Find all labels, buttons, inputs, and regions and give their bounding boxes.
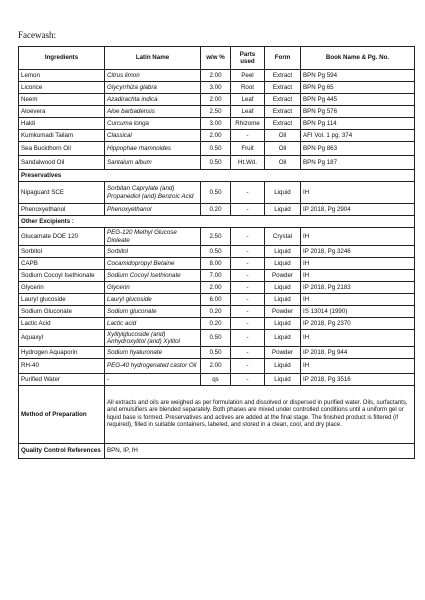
cell-ww-percent: 0.50: [201, 347, 231, 359]
cell-parts-used: Root: [231, 82, 265, 94]
table-row: [19, 306, 415, 318]
method-label: Method of Preparation: [19, 386, 105, 444]
cell-latin-name: Sodium Cocoyl Isethionate: [105, 270, 201, 282]
cell-form: Liquid: [265, 330, 301, 347]
cell-ingredient: Nipaguard SCE: [19, 182, 105, 204]
cell-form: Liquid: [265, 359, 301, 374]
table-row: [19, 130, 415, 142]
section-row-preservatives: [19, 170, 415, 182]
cell-form: Liquid: [265, 258, 301, 270]
cell-latin-name: -: [105, 374, 201, 386]
cell-ww-percent: 2.00: [201, 359, 231, 374]
header-form: Form: [265, 47, 301, 70]
cell-ingredient: Aquaxyl: [19, 330, 105, 347]
table-row: [19, 182, 415, 204]
cell-book-name: BPN Pg 594: [301, 70, 415, 82]
header-row: [19, 47, 415, 70]
cell-parts-used: -: [231, 228, 265, 246]
header-ww-percent: w/w %: [201, 47, 231, 70]
cell-parts-used: -: [231, 294, 265, 306]
cell-parts-used: -: [231, 204, 265, 216]
cell-parts-used: -: [231, 270, 265, 282]
cell-ingredient: Sodium Cocoyl Isethionate: [19, 270, 105, 282]
cell-parts-used: -: [231, 347, 265, 359]
cell-form: Powder: [265, 270, 301, 282]
cell-latin-name: Sodium gluconate: [105, 306, 201, 318]
cell-book-name: IH: [301, 330, 415, 347]
cell-latin-name: Classical: [105, 130, 201, 142]
cell-book-name: IP 2018, Pg 3516: [301, 374, 415, 386]
cell-ww-percent: 3.00: [201, 82, 231, 94]
section-row-excipients: [19, 216, 415, 228]
cell-latin-name: Aloe barbadensis: [105, 106, 201, 118]
cell-latin-name: Glycyrrhiza glabra: [105, 82, 201, 94]
cell-ingredient: Haldi: [19, 118, 105, 130]
table-row: [19, 359, 415, 374]
cell-ww-percent: 0.20: [201, 318, 231, 330]
cell-form: Powder: [265, 347, 301, 359]
table-row: [19, 82, 415, 94]
table-row: [19, 94, 415, 106]
cell-ww-percent: 7.00: [201, 270, 231, 282]
table-row: [19, 270, 415, 282]
cell-book-name: BPN Pg 65: [301, 82, 415, 94]
table-row: [19, 258, 415, 270]
header-ingredients: Ingredients: [19, 47, 105, 70]
cell-book-name: AFI Vol. 1 pg. 374: [301, 130, 415, 142]
cell-book-name: IH: [301, 270, 415, 282]
table-row: [19, 282, 415, 294]
header-parts-used: Parts used: [231, 47, 265, 70]
cell-latin-name: Xylitylglucoside (and) Anhydroxylitol (and) Xylitol: [105, 330, 201, 347]
cell-ingredient: Lemon: [19, 70, 105, 82]
cell-form: Crystal: [265, 228, 301, 246]
table-row: [19, 294, 415, 306]
table-row: [19, 318, 415, 330]
cell-latin-name: Glycerin: [105, 282, 201, 294]
cell-ingredient: Sorbitol: [19, 246, 105, 258]
table-row: [19, 106, 415, 118]
cell-latin-name: PEG-120 Methyl Glucose Dioleate: [105, 228, 201, 246]
cell-latin-name: Hippophae rhamnoides: [105, 142, 201, 156]
cell-book-name: BPN Pg 187: [301, 156, 415, 170]
cell-form: Liquid: [265, 204, 301, 216]
cell-book-name: IP 2018, Pg 944: [301, 347, 415, 359]
cell-ww-percent: 0.50: [201, 330, 231, 347]
cell-book-name: IP 2018, Pg 3246: [301, 246, 415, 258]
cell-ingredient: Purified Water: [19, 374, 105, 386]
cell-ww-percent: 2.50: [201, 106, 231, 118]
cell-form: Liquid: [265, 374, 301, 386]
cell-book-name: IS 13014 (1990): [301, 306, 415, 318]
cell-ww-percent: 0.50: [201, 142, 231, 156]
cell-form: Oil: [265, 130, 301, 142]
cell-form: Liquid: [265, 282, 301, 294]
qc-value: BPN, IP, IH: [105, 444, 415, 459]
cell-ingredient: Lauryl glucoside: [19, 294, 105, 306]
cell-parts-used: Rhizome: [231, 118, 265, 130]
cell-book-name: BPN Pg 114: [301, 118, 415, 130]
cell-book-name: IH: [301, 359, 415, 374]
cell-parts-used: -: [231, 330, 265, 347]
cell-latin-name: Sodium hyaluronate: [105, 347, 201, 359]
cell-ingredient: RH-40: [19, 359, 105, 374]
cell-parts-used: -: [231, 374, 265, 386]
cell-latin-name: Sorbitan Caprylate (and) Propanediol (and) Benzoic Acid: [105, 182, 201, 204]
cell-parts-used: Leaf: [231, 94, 265, 106]
cell-ingredient: Aloevera: [19, 106, 105, 118]
cell-book-name: IH: [301, 182, 415, 204]
cell-ww-percent: 2.00: [201, 70, 231, 82]
cell-parts-used: -: [231, 258, 265, 270]
cell-ww-percent: 2.00: [201, 130, 231, 142]
cell-ingredient: Sodium Gluconate: [19, 306, 105, 318]
cell-ingredient: Sea Buckthorn Oil: [19, 142, 105, 156]
cell-parts-used: Ht.Wd.: [231, 156, 265, 170]
table-row: [19, 246, 415, 258]
cell-latin-name: Santalum album: [105, 156, 201, 170]
cell-ww-percent: 6.00: [201, 294, 231, 306]
page-title: Facewash:: [18, 30, 56, 40]
cell-form: Oil: [265, 156, 301, 170]
cell-parts-used: Leaf: [231, 106, 265, 118]
cell-book-name: BPN Pg 445: [301, 94, 415, 106]
cell-book-name: BPN Pg 576: [301, 106, 415, 118]
cell-ingredient: Glycerin: [19, 282, 105, 294]
cell-form: Liquid: [265, 246, 301, 258]
cell-book-name: IP 2018, Pg 2370: [301, 318, 415, 330]
table-row: [19, 347, 415, 359]
cell-ww-percent: 0.50: [201, 246, 231, 258]
cell-parts-used: -: [231, 130, 265, 142]
cell-parts-used: -: [231, 318, 265, 330]
cell-parts-used: -: [231, 282, 265, 294]
table-row: [19, 228, 415, 246]
cell-ingredient: Neem: [19, 94, 105, 106]
cell-ingredient: Licorice: [19, 82, 105, 94]
cell-parts-used: Peel: [231, 70, 265, 82]
header-book-name: Book Name & Pg. No.: [301, 47, 415, 70]
cell-form: Extract: [265, 106, 301, 118]
formulation-table: [18, 46, 415, 459]
cell-ww-percent: qs: [201, 374, 231, 386]
table-row: [19, 142, 415, 156]
cell-ingredient: Phenoxyethanol: [19, 204, 105, 216]
cell-form: Liquid: [265, 318, 301, 330]
cell-latin-name: Phenoxyethanol: [105, 204, 201, 216]
table-row: [19, 374, 415, 386]
cell-ingredient: CAPB: [19, 258, 105, 270]
cell-latin-name: Sorbitol: [105, 246, 201, 258]
cell-form: Extract: [265, 82, 301, 94]
qc-row: [19, 444, 415, 459]
cell-ww-percent: 2.50: [201, 228, 231, 246]
cell-ingredient: Lactic Acid: [19, 318, 105, 330]
cell-ww-percent: 0.50: [201, 156, 231, 170]
qc-label: Quality Control References: [19, 444, 105, 459]
cell-ingredient: Sandalwood Oil: [19, 156, 105, 170]
cell-parts-used: -: [231, 246, 265, 258]
cell-latin-name: Lactic acid: [105, 318, 201, 330]
cell-form: Extract: [265, 94, 301, 106]
method-text: All extracts and oils are weighed as per formulation and dissolved or dispersed in purified water. Oils, surfactants, and emulsifiers are blended separately. Both phases are mixed under controlled conditions until a uniform gel or liquid base is formed. Preservatives and actives are added at the final stage. The finished product is filtered (if required), filled in suitable containers, labeled, and stored in a clean, cool, and dry place.: [105, 386, 415, 444]
cell-latin-name: Citrus limon: [105, 70, 201, 82]
cell-book-name: IH: [301, 228, 415, 246]
cell-parts-used: Fruit: [231, 142, 265, 156]
cell-form: Powder: [265, 306, 301, 318]
cell-ww-percent: 0.20: [201, 204, 231, 216]
cell-form: Liquid: [265, 294, 301, 306]
section-label-excipients: Other Excipients :: [19, 216, 415, 228]
cell-book-name: IP 2018, Pg 2183: [301, 282, 415, 294]
cell-ingredient: Kumkumadi Tailam: [19, 130, 105, 142]
cell-ww-percent: 2.00: [201, 94, 231, 106]
cell-book-name: BPN Pg 863: [301, 142, 415, 156]
cell-ww-percent: 3.00: [201, 118, 231, 130]
cell-book-name: IP 2018, Pg 2904: [301, 204, 415, 216]
cell-latin-name: Cocamidopropyl Betaine: [105, 258, 201, 270]
cell-parts-used: -: [231, 306, 265, 318]
table-row: [19, 118, 415, 130]
table-row: [19, 156, 415, 170]
cell-form: Extract: [265, 70, 301, 82]
cell-ingredient: Hydrogen Aquaporin: [19, 347, 105, 359]
cell-book-name: IH: [301, 294, 415, 306]
cell-book-name: IH: [301, 258, 415, 270]
table-row: [19, 330, 415, 347]
table-row: [19, 204, 415, 216]
cell-form: Oil: [265, 142, 301, 156]
cell-latin-name: Curcuma longa: [105, 118, 201, 130]
cell-ingredient: Glucamate DOE 120: [19, 228, 105, 246]
cell-parts-used: -: [231, 182, 265, 204]
cell-ww-percent: 0.20: [201, 306, 231, 318]
cell-parts-used: -: [231, 359, 265, 374]
table-row: [19, 70, 415, 82]
cell-ww-percent: 8.00: [201, 258, 231, 270]
cell-form: Extract: [265, 118, 301, 130]
cell-latin-name: Lauryl glucoside: [105, 294, 201, 306]
cell-ww-percent: 0.50: [201, 182, 231, 204]
method-row: [19, 386, 415, 444]
section-label-preservatives: Preservatives: [19, 170, 415, 182]
header-latin-name: Latin Name: [105, 47, 201, 70]
cell-ww-percent: 2.00: [201, 282, 231, 294]
cell-form: Liquid: [265, 182, 301, 204]
cell-latin-name: PEG-40 hydrogenated castor Oil: [105, 359, 201, 374]
cell-latin-name: Azadirachta indica: [105, 94, 201, 106]
